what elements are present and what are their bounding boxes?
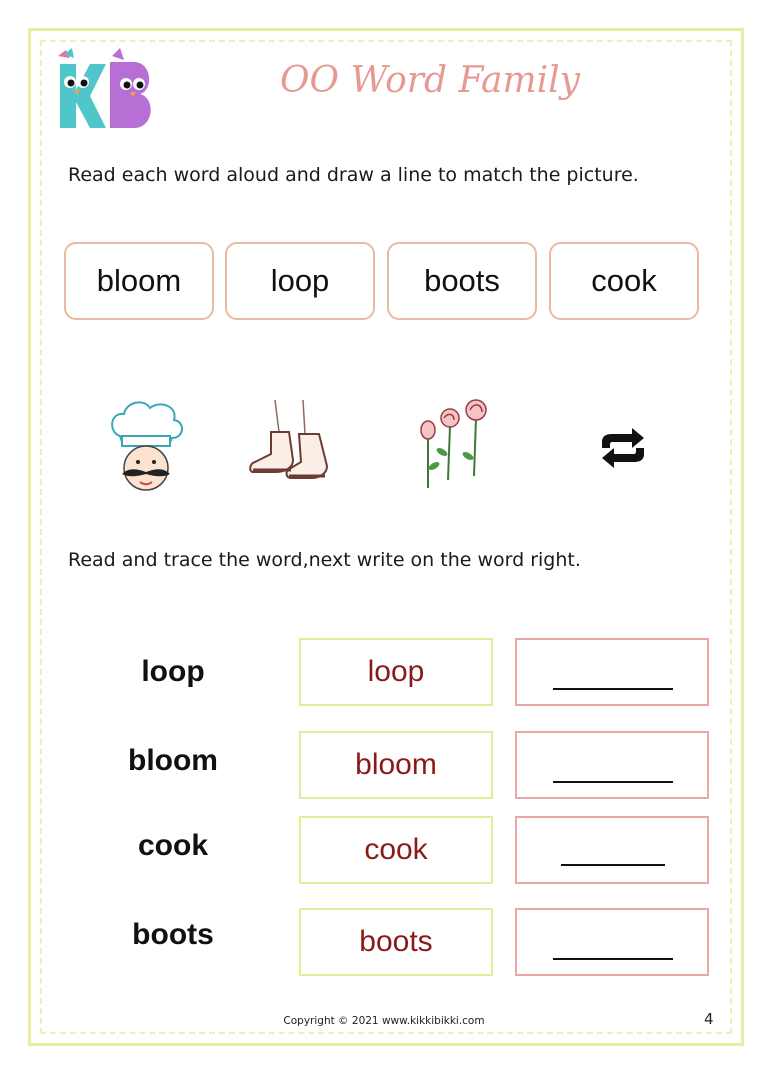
trace-word-label: boots — [132, 918, 214, 951]
write-box[interactable] — [515, 816, 709, 884]
trace-box: boots — [299, 908, 493, 976]
word-card-bloom: bloom — [64, 242, 214, 320]
write-box[interactable] — [515, 908, 709, 976]
loop-arrows-icon — [596, 426, 650, 470]
word-card-loop: loop — [225, 242, 375, 320]
trace-box: bloom — [299, 731, 493, 799]
write-box[interactable] — [515, 638, 709, 706]
word-card-cook: cook — [549, 242, 699, 320]
word-card-boots: boots — [387, 242, 537, 320]
page-title: OO Word Family — [280, 60, 580, 101]
trace-word-label: cook — [137, 829, 209, 862]
kb-logo — [50, 46, 160, 132]
write-line — [553, 781, 673, 783]
roses-icon — [414, 396, 498, 492]
trace-box: loop — [299, 638, 493, 706]
trace-word-label: loop — [141, 655, 205, 688]
write-line — [561, 864, 665, 866]
boots-icon — [245, 396, 339, 486]
write-line — [553, 688, 673, 690]
trace-word-label: bloom — [128, 744, 218, 777]
trace-instruction: Read and trace the word,next write on the word right. — [68, 549, 581, 571]
trace-box: cook — [299, 816, 493, 884]
copyright-footer: Copyright © 2021 www.kikkibikki.com — [283, 1015, 485, 1027]
page-border-inner — [40, 40, 732, 1034]
write-line — [553, 958, 673, 960]
page-number: 4 — [704, 1010, 714, 1028]
write-box[interactable] — [515, 731, 709, 799]
match-instruction: Read each word aloud and draw a line to match the picture. — [68, 164, 639, 186]
chef-icon — [104, 396, 188, 492]
